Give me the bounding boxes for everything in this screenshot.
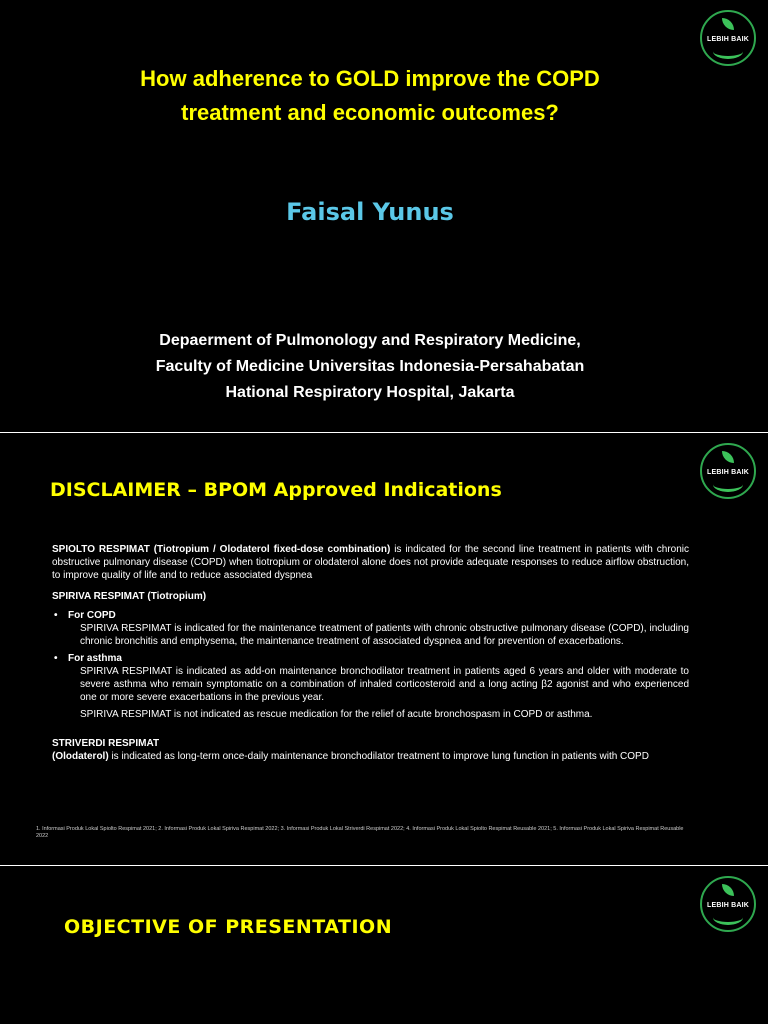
affiliation bbox=[0, 328, 740, 406]
logo-text: LEBIH BAIK bbox=[706, 35, 750, 43]
spiriva-heading: SPIRIVA RESPIMAT (Tiotropium) bbox=[52, 591, 207, 602]
references-footnote: 1. Informasi Produk Lokal Spiolto Respimat 2021; 2. Informasi Produk Lokal Spiriva Respimat 2022; 3. Informasi Produk Lokal Striverdi Respimat 2022; 4. Informasi Produk Lokal Spiolto Respimat Reusable 2021; 5. Informasi Produk Lokal Spiriva Respimat Reusable 2022 bbox=[36, 826, 684, 839]
affiliation-line-2: Faculty of Medicine Universitas Indonesia-Persahabatan bbox=[155, 358, 585, 375]
hands-icon bbox=[713, 477, 743, 492]
disclaimer-content bbox=[52, 543, 689, 771]
logo-text: LEBIH BAIK bbox=[706, 901, 750, 909]
leaf-icon bbox=[722, 884, 734, 896]
asthma-text-2: SPIRIVA RESPIMAT is not indicated as rescue medication for the relief of acute bronchospasm in COPD or asthma. bbox=[80, 709, 593, 720]
bullet-for-copd: • For COPD bbox=[52, 609, 689, 622]
asthma-text: SPIRIVA RESPIMAT is indicated as add-on maintenance bronchodilator treatment in patients aged 6 years and older with moderate to severe asthma who remain symptomatic on a combination of inhaled corticosteroid and a long acting β2 agonist and who experienced one or more severe exacerbations in the previous year. bbox=[80, 666, 689, 703]
objective-title: OBJECTIVE OF PRESENTATION bbox=[64, 916, 393, 938]
leaf-icon bbox=[722, 451, 734, 463]
striverdi-paragraph bbox=[52, 750, 689, 763]
striverdi-name: (Olodaterol) bbox=[52, 751, 109, 762]
title-line-2: treatment and economic outcomes? bbox=[181, 100, 559, 125]
spiolto-text: is indicated for the second line treatment in patients with chronic obstructive pulmonary disease (COPD) when tiotropium or olodaterol alone does not provide adequate responses to reduce airflow obstruction, to improve quality of life and to reduce associated dyspnea bbox=[52, 544, 690, 581]
striverdi-text: is indicated as long-term once-daily maintenance bronchodilator treatment to improve lung function in patients with COPD bbox=[108, 751, 649, 762]
disclaimer-slide bbox=[0, 433, 768, 865]
title-line-1: How adherence to GOLD improve the COPD bbox=[140, 66, 600, 91]
author-name: Faisal Yunus bbox=[286, 198, 454, 226]
lebih-baik-logo bbox=[700, 443, 756, 499]
affiliation-line-3: Hational Respiratory Hospital, Jakarta bbox=[225, 384, 515, 401]
objective-slide bbox=[0, 866, 768, 1024]
leaf-icon bbox=[722, 18, 734, 30]
spiolto-name: SPIOLTO RESPIMAT (Tiotropium / Olodaterol fixed-dose combination) bbox=[52, 544, 391, 555]
copd-text: SPIRIVA RESPIMAT is indicated for the maintenance treatment of patients with chronic obstructive pulmonary disease (COPD), including chronic bronchitis and emphysema, the maintenance treatment of associated dyspnea and for prevention of exacerbations. bbox=[80, 623, 689, 647]
spiolto-paragraph bbox=[52, 543, 689, 582]
striverdi-heading: STRIVERDI RESPIMAT bbox=[52, 738, 160, 749]
lebih-baik-logo bbox=[700, 10, 756, 66]
bullet-for-asthma: • For asthma bbox=[52, 652, 689, 665]
logo-text: LEBIH BAIK bbox=[706, 468, 750, 476]
hands-icon bbox=[713, 910, 743, 925]
title-slide bbox=[0, 0, 768, 432]
affiliation-line-1: Depaerment of Pulmonology and Respiratory Medicine, bbox=[159, 332, 581, 349]
presentation-title bbox=[60, 62, 680, 130]
hands-icon bbox=[713, 44, 743, 59]
disclaimer-title: DISCLAIMER – BPOM Approved Indications bbox=[50, 479, 502, 501]
lebih-baik-logo bbox=[700, 876, 756, 932]
